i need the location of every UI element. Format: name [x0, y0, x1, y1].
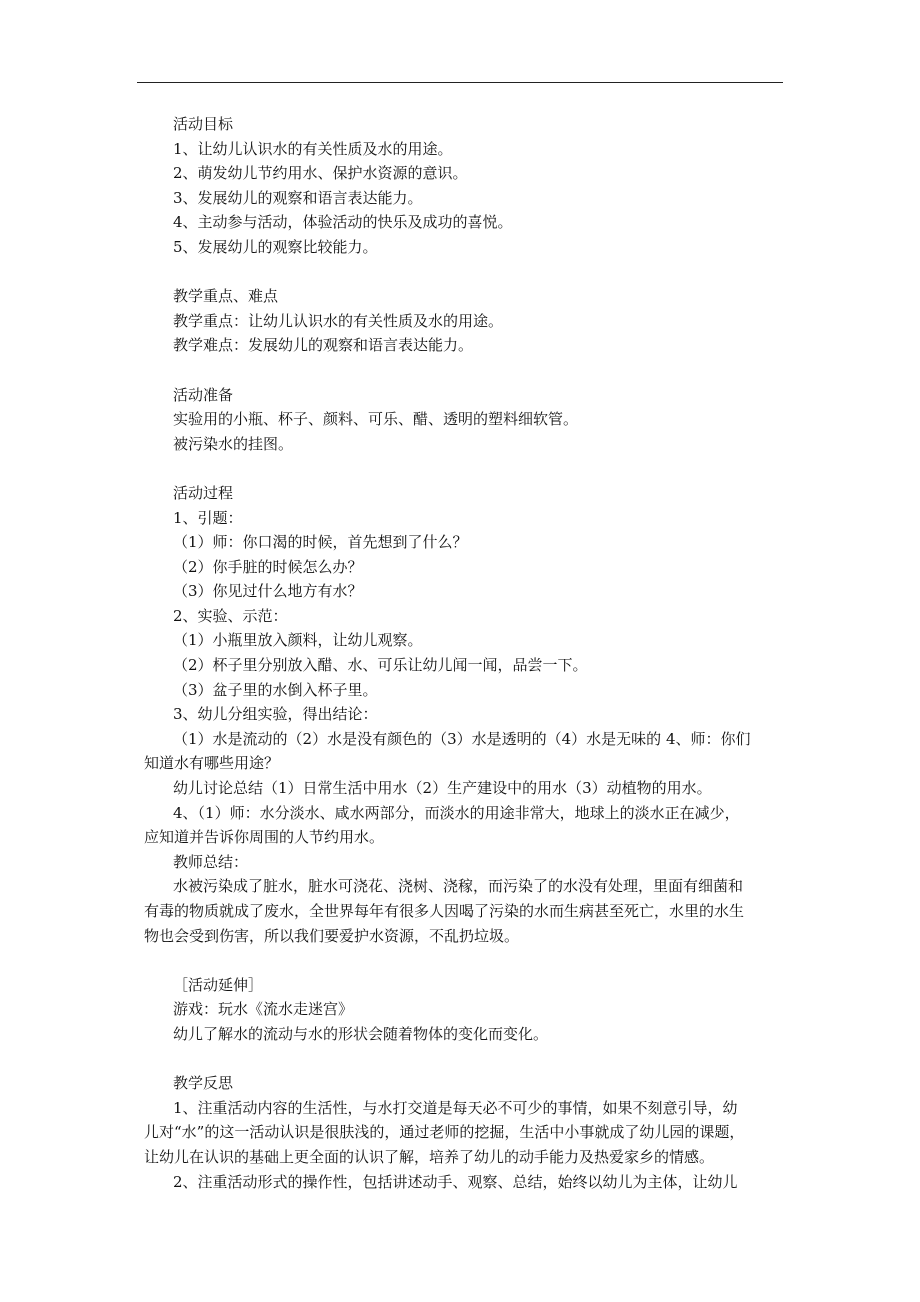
paragraph-line: 水被污染成了脏水，脏水可浇花、浇树、浇稼，而污染了的水没有处理，里面有细菌和	[173, 877, 744, 896]
section-preparation	[173, 383, 785, 457]
spacer	[173, 1047, 785, 1072]
section-goals	[173, 112, 785, 260]
paragraph-line: 应知道并告诉你周围的人节约用水。	[144, 828, 385, 847]
process-paragraph	[144, 776, 785, 801]
paragraph-line: 物也会受到伤害，所以我们要爱护水资源，不乱扔垃圾。	[144, 926, 520, 945]
goal-item: 1、让幼儿认识水的有关性质及水的用途。	[173, 139, 453, 158]
section-heading: 教学反思	[173, 1074, 234, 1093]
document-body	[144, 112, 785, 1194]
process-item: （3）你见过什么地方有水？	[173, 582, 363, 601]
paragraph-line: 知道水有哪些用途？	[144, 754, 280, 773]
section-heading: 教学重点、难点	[173, 287, 279, 306]
section-extension	[173, 973, 785, 1047]
process-item: （1）小瓶里放入颜料，让幼儿观察。	[173, 631, 423, 650]
paragraph-line: 1、注重活动内容的生活性，与水打交道是每天必不可少的事情，如果不刻意引导，幼	[173, 1098, 738, 1117]
summary-heading: 教师总结：	[173, 852, 249, 871]
prep-item: 被污染水的挂图。	[173, 434, 294, 453]
extension-item: 幼儿了解水的流动与水的形状会随着物体的变化而变化。	[173, 1024, 549, 1043]
spacer	[173, 456, 785, 481]
keypoint-item: 教学重点：让幼儿认识水的有关性质及水的用途。	[173, 311, 504, 330]
goal-item: 5、发展幼儿的观察比较能力。	[173, 237, 378, 256]
process-item: （2）你手脏的时候怎么办？	[173, 557, 363, 576]
paragraph-line: 2、注重活动形式的操作性，包括讲述动手、观察、总结，始终以幼儿为主体，让幼儿	[173, 1172, 738, 1191]
reflection-paragraph	[144, 1170, 785, 1195]
section-reflection	[144, 1071, 785, 1194]
goal-item: 2、萌发幼儿节约用水、保护水资源的意识。	[173, 164, 468, 183]
paragraph-line: 儿对“水”的这一活动认识是很肤浅的，通过老师的挖掘，生活中小事就成了幼儿园的课题，	[144, 1123, 745, 1142]
section-heading: ［活动延伸］	[173, 975, 264, 994]
section-keypoints	[173, 284, 785, 358]
section-process	[144, 481, 785, 948]
paragraph-line: 4、（1）师：水分淡水、咸水两部分，而淡水的用途非常大，地球上的淡水正在减少，	[173, 803, 740, 822]
section-heading: 活动目标	[173, 115, 234, 133]
paragraph-line: （1）水是流动的（2）水是没有颜色的（3）水是透明的（4）水是无味的 4、师：你们	[173, 729, 751, 748]
reflection-paragraph	[144, 1096, 785, 1170]
header-rule	[137, 82, 783, 83]
summary-paragraph	[144, 874, 785, 948]
goal-item: 3、发展幼儿的观察和语言表达能力。	[173, 188, 423, 207]
prep-item: 实验用的小瓶、杯子、颜料、可乐、醋、透明的塑料细软管。	[173, 410, 579, 429]
goal-item: 4、主动参与活动，体验活动的快乐及成功的喜悦。	[173, 213, 513, 232]
paragraph-line: 有毒的物质就成了废水，全世界每年有很多人因喝了污染的水而生病甚至死亡，水里的水生	[144, 902, 745, 920]
process-item: 3、幼儿分组实验，得出结论：	[173, 705, 378, 724]
process-item: 2、实验、示范：	[173, 606, 288, 625]
section-heading: 活动准备	[173, 385, 234, 404]
spacer	[173, 948, 785, 973]
process-item: （2）杯子里分别放入醋、水、可乐让幼儿闻一闻，品尝一下。	[173, 656, 588, 675]
process-item: 1、引题：	[173, 508, 243, 527]
extension-item: 游戏：玩水《流水走迷宫》	[173, 1000, 354, 1019]
process-paragraph	[144, 801, 785, 850]
spacer	[173, 260, 785, 285]
paragraph-line: 让幼儿在认识的基础上更全面的认识了解，培养了幼儿的动手能力及热爱家乡的情感。	[144, 1147, 715, 1166]
process-item: （3）盆子里的水倒入杯子里。	[173, 680, 378, 699]
process-paragraph	[144, 727, 785, 776]
spacer	[173, 358, 785, 383]
keypoint-item: 教学难点：发展幼儿的观察和语言表达能力。	[173, 336, 474, 355]
paragraph-line: 幼儿讨论总结（1）日常生活中用水（2）生产建设中的用水（3）动植物的用水。	[173, 779, 712, 798]
section-heading: 活动过程	[173, 483, 234, 502]
process-item: （1）师：你口渴的时候，首先想到了什么？	[173, 533, 468, 552]
